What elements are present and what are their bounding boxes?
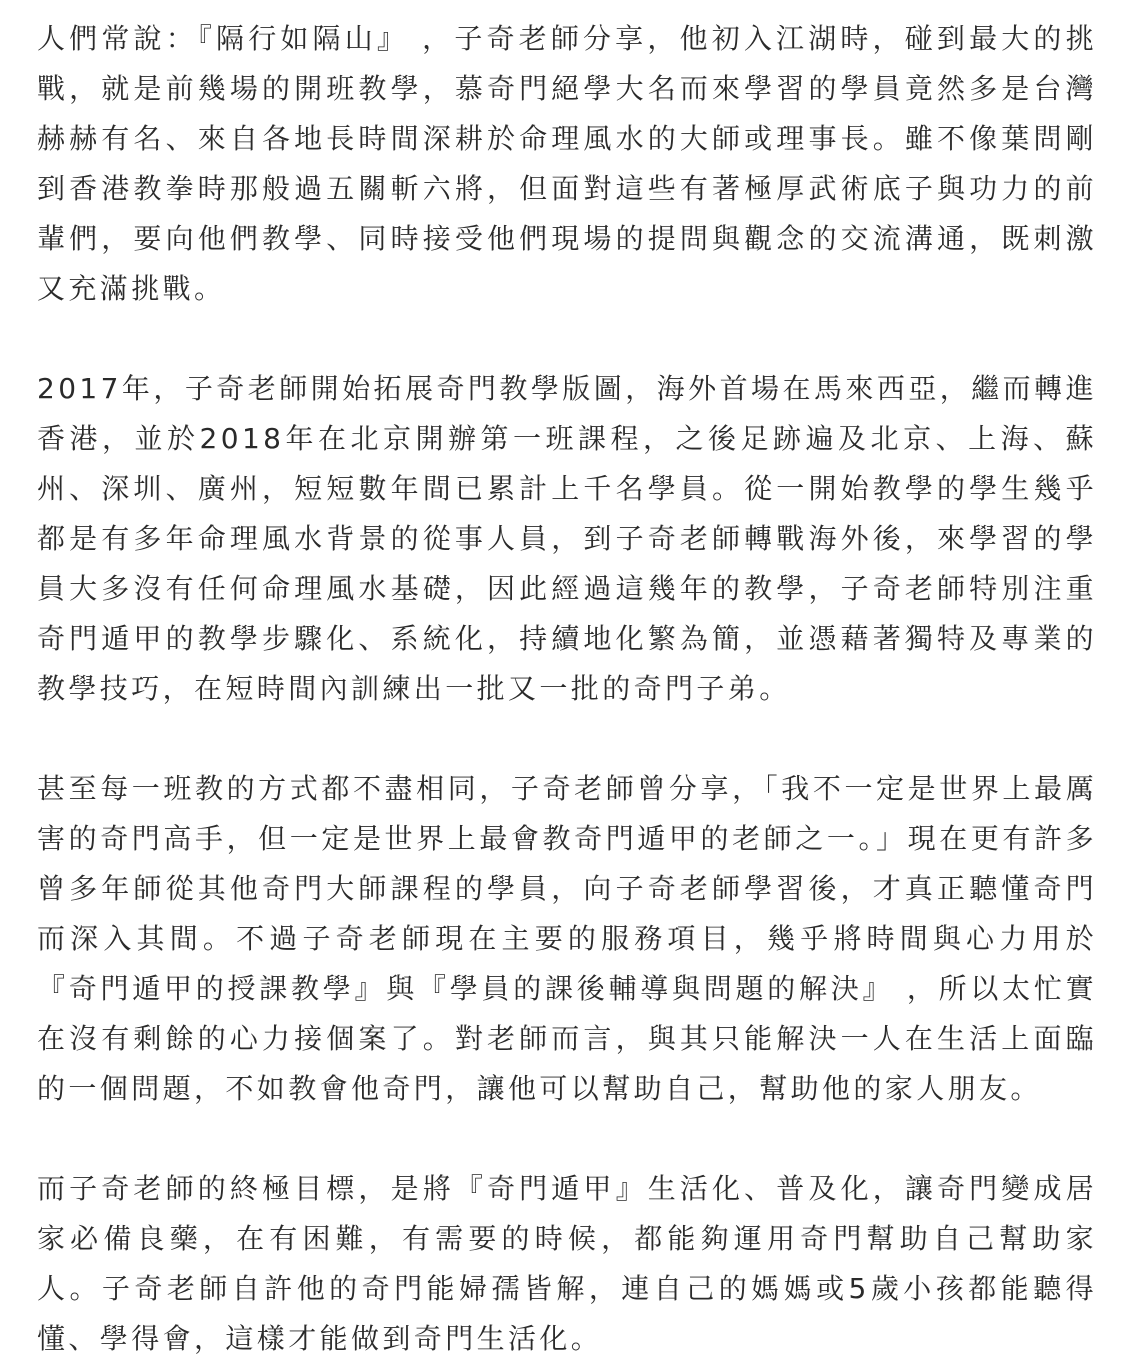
article-body <box>37 14 1097 1364</box>
paragraph-expansion: 2017年，子奇老師開始拓展奇門教學版圖，海外首場在馬來西亞，繼而轉進香港，並於2018年在北京開辦第一班課程，之後足跡遍及北京、上海、蘇州、深圳、廣州，短短數年間已累計上千名學員。從一開始教學的學生幾乎都是有多年命理風水背景的從事人員，到子奇老師轉戰海外後，來學習的學員大多沒有任何命理風水基礎，因此經過這幾年的教學，子奇老師特別注重奇門遁甲的教學步驟化、系統化，持續地化繁為簡，並憑藉著獨特及專業的教學技巧，在短時間內訓練出一批又一批的奇門子弟。 <box>37 372 1097 705</box>
paragraph-ultimate-goal: 而子奇老師的終極目標，是將『奇門遁甲』生活化、普及化，讓奇門變成居家必備良藥，在有困難，有需要的時候，都能夠運用奇門幫助自己幫助家人。子奇老師自許他的奇門能婦孺皆解，連自己的媽媽或5歲小孩都能聽得懂、學得會，這樣才能做到奇門生活化。 <box>37 1172 1097 1355</box>
paragraph-intro: 人們常說：『隔行如隔山』 ，子奇老師分享，他初入江湖時，碰到最大的挑戰，就是前幾場的開班教學，慕奇門絕學大名而來學習的學員竟然多是台灣赫赫有名、來自各地長時間深耕於命理風水的大師或理事長。雖不像葉問剛到香港教拳時那般過五關斬六將，但面對這些有著極厚武術底子與功力的前輩們，要向他們教學、同時接受他們現場的提問與觀念的交流溝通，既刺激又充滿挑戰。 <box>37 22 1097 305</box>
paragraph-teaching-method: 甚至每一班教的方式都不盡相同，子奇老師曾分享，「我不一定是世界上最厲害的奇門高手，但一定是世界上最會教奇門遁甲的老師之一。」現在更有許多曾多年師從其他奇門大師課程的學員，向子奇老師學習後，才真正聽懂奇門而深入其間。不過子奇老師現在主要的服務項目，幾乎將時間與心力用於『奇門遁甲的授課教學』與『學員的課後輔導與問題的解決』 ，所以太忙實在沒有剩餘的心力接個案了。對老師而言，與其只能解決一人在生活上面臨的一個問題，不如教會他奇門，讓他可以幫助自己，幫助他的家人朋友。 <box>37 772 1097 1105</box>
